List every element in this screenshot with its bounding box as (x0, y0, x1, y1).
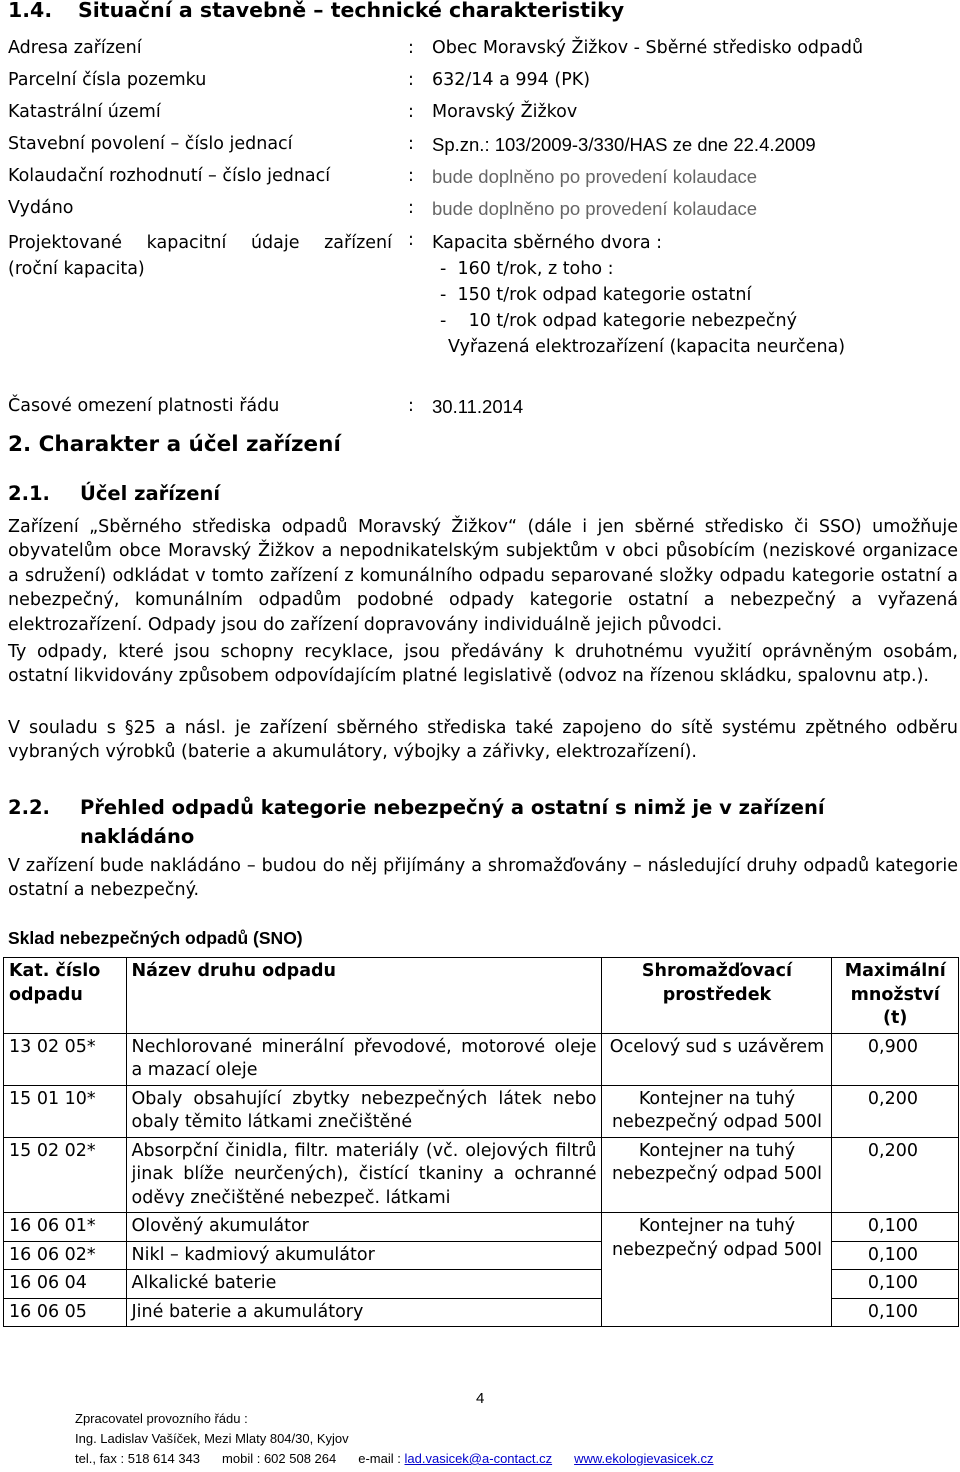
cell-amount: 0,100 (832, 1213, 959, 1242)
info-row-validity (8, 396, 958, 428)
info-value: Obec Moravský Žižkov - Sběrné středisko odpadů (432, 38, 864, 58)
info-label (8, 230, 392, 282)
info-colon: : (408, 198, 414, 218)
label-word: Projektované (8, 233, 123, 253)
facility-info (8, 38, 958, 428)
paragraph-recycling: Ty odpady, které jsou schopny recyklace, jsou předávány k druhotnému využití oprávněným osobám, ostatní likvidovány způsobem odpovídajícím platné legislativě (odvoz na řízenou skládku, spalovnu atp.). (8, 642, 958, 687)
section-number: 2.2. (8, 796, 50, 819)
info-colon: : (408, 134, 414, 154)
footer-processor: Zpracovatel provozního řádu : (75, 1411, 248, 1426)
label-line: (roční kapacita) (8, 259, 145, 279)
info-label: Kolaudační rozhodnutí – číslo jednací (8, 166, 331, 186)
label-word: zařízení (324, 233, 392, 253)
page-number: 4 (476, 1390, 485, 1407)
info-colon: : (408, 396, 414, 416)
cell-code: 15 02 02* (4, 1137, 127, 1213)
header-cell: Shromažďovací prostředek (602, 958, 832, 1034)
label-word: údaje (250, 233, 300, 253)
capacity-line: - 160 t/rok, z toho : (440, 259, 614, 279)
waste-table (3, 957, 959, 1327)
info-label: Časové omezení platnosti řádu (8, 396, 280, 416)
cell-name: Obaly obsahující zbytky nebezpečných látek nebo obaly těmito látkami znečištěné (126, 1085, 602, 1137)
cell-code: 16 06 02* (4, 1241, 127, 1270)
cell-name: Nikl – kadmiový akumulátor (126, 1241, 602, 1270)
label-word: kapacitní (146, 233, 227, 253)
cell-amount: 0,100 (832, 1270, 959, 1299)
cell-amount: 0,200 (832, 1085, 959, 1137)
cell-container: Ocelový sud s uzávěrem (602, 1033, 832, 1085)
page-footer (75, 1409, 714, 1469)
cell-code: 16 06 04 (4, 1270, 127, 1299)
paragraph-overview: V zařízení bude nakládáno – budou do něj přijímány a shromažďovány – následující druhy odpadů kategorie ostatní a nebezpečný. (8, 856, 958, 901)
cell-code: 13 02 05* (4, 1033, 127, 1085)
section-1-4-heading (8, 0, 624, 22)
info-colon: : (408, 166, 414, 186)
section-title-cont: nakládáno (80, 825, 195, 848)
header-cell: Maximální množství (t) (832, 958, 959, 1034)
cell-name: Alkalické baterie (126, 1270, 602, 1299)
info-value: 30.11.2014 (432, 396, 524, 417)
info-row-building-permit (8, 134, 958, 166)
footer-contacts (75, 1449, 714, 1469)
cell-name: Olověný akumulátor (126, 1213, 602, 1242)
table-row (4, 1033, 959, 1085)
info-label: Stavební povolení – číslo jednací (8, 134, 293, 154)
info-value: Sp.zn.: 103/2009-3/330/HAS ze dne 22.4.2009 (432, 134, 816, 155)
cell-name: Jiné baterie a akumulátory (126, 1298, 602, 1327)
section-number: 1.4. (8, 0, 53, 22)
info-colon: : (408, 38, 414, 58)
capacity-line: Vyřazená elektrozařízení (kapacita neurčena) (448, 337, 846, 357)
table-row (4, 1213, 959, 1242)
info-value: 632/14 a 994 (PK) (432, 70, 591, 90)
info-row-parcels (8, 70, 958, 102)
header-cell: Kat. číslo odpadu (4, 958, 127, 1034)
section-title: Situační a stavebně – technické charakteristiky (78, 0, 625, 22)
info-label: Adresa zařízení (8, 38, 142, 58)
footer-email-link[interactable]: lad.vasicek@a-contact.cz (404, 1451, 553, 1466)
footer-email-label: e-mail : (358, 1451, 401, 1466)
cell-amount: 0,200 (832, 1137, 959, 1213)
info-label: Vydáno (8, 198, 74, 218)
cell-code: 16 06 01* (4, 1213, 127, 1242)
paragraph-take-back: V souladu s §25 a násl. je zařízení sběrného střediska také zapojeno do sítě systému zpětného odběru vybraných výrobků (baterie a akumulátory, výbojky a zářivky, elektrozařízení). (8, 718, 958, 763)
info-value: bude doplněno po provedení kolaudace (432, 198, 758, 219)
section-title: Účel zařízení (80, 482, 221, 505)
info-value: Moravský Žižkov (432, 102, 578, 122)
cell-container: Kontejner na tuhý nebezpečný odpad 500l (602, 1213, 832, 1327)
cell-amount: 0,900 (832, 1033, 959, 1085)
info-value: bude doplněno po provedení kolaudace (432, 166, 758, 187)
section-2-heading: 2. Charakter a účel zařízení (8, 432, 341, 457)
section-number: 2.1. (8, 482, 50, 505)
section-2-2-heading (8, 793, 825, 851)
cell-code: 15 01 10* (4, 1085, 127, 1137)
info-label: Katastrální území (8, 102, 161, 122)
footer-web-link[interactable]: www.ekologievasicek.cz (574, 1451, 714, 1466)
info-row-address (8, 38, 958, 70)
storage-title: Sklad nebezpečných odpadů (SNO) (8, 928, 303, 948)
info-colon: : (408, 70, 414, 90)
info-label: Parcelní čísla pozemku (8, 70, 207, 90)
cell-amount: 0,100 (832, 1241, 959, 1270)
info-row-approval-decision (8, 166, 958, 198)
capacity-line: Kapacita sběrného dvora : (432, 233, 663, 253)
paragraph-purpose: Zařízení „Sběrného střediska odpadů Moravský Žižkov“ (dále i jen sběrné středisko či SSO) umožňuje obyvatelům obce Moravský Žižkov a nepodnikatelským subjektům v obci působícím (neziskové organizace a sdružení) odkládat v tomto zařízení z komunálního odpadu separované složky odpadu kategorie ostatní a nebezpečný, komunálním odpadům podobné odpady kategorie ostatní a nebezpečný a vyřazená elektrozařízení. Odpady jsou do zařízení dopravovány individuálně jejich původci. (8, 517, 958, 635)
cell-name: Absorpční činidla, filtr. materiály (vč. olejových filtrů jinak blíže neurčených), čistící tkaniny a ochranné oděvy znečištěné nebezpeč. látkami (126, 1137, 602, 1213)
section-title: Přehled odpadů kategorie nebezpečný a ostatní s nimž je v zařízení (80, 796, 825, 819)
cell-name: Nechlorované minerální převodové, motorové oleje a mazací oleje (126, 1033, 602, 1085)
cell-container: Kontejner na tuhý nebezpečný odpad 500l (602, 1085, 832, 1137)
cell-code: 16 06 05 (4, 1298, 127, 1327)
table-row (4, 1137, 959, 1213)
footer-phone: tel., fax : 518 614 343 (75, 1451, 201, 1466)
section-2-1-heading (8, 482, 220, 505)
cell-container: Kontejner na tuhý nebezpečný odpad 500l (602, 1137, 832, 1213)
info-colon: : (408, 230, 414, 250)
cell-amount: 0,100 (832, 1298, 959, 1327)
header-cell: Název druhu odpadu (126, 958, 602, 1034)
table-header-row (4, 958, 959, 1034)
info-row-cadastre (8, 102, 958, 134)
footer-address: Ing. Ladislav Vašíček, Mezi Mlaty 804/30, Kyjov (75, 1431, 349, 1446)
table-row (4, 1085, 959, 1137)
info-row-capacity (8, 230, 958, 396)
capacity-line: - 10 t/rok odpad kategorie nebezpečný (440, 311, 797, 331)
info-value (432, 230, 845, 360)
info-colon: : (408, 102, 414, 122)
capacity-line: - 150 t/rok odpad kategorie ostatní (440, 285, 752, 305)
info-row-issued (8, 198, 958, 230)
footer-mobile: mobil : 602 508 264 (222, 1451, 337, 1466)
